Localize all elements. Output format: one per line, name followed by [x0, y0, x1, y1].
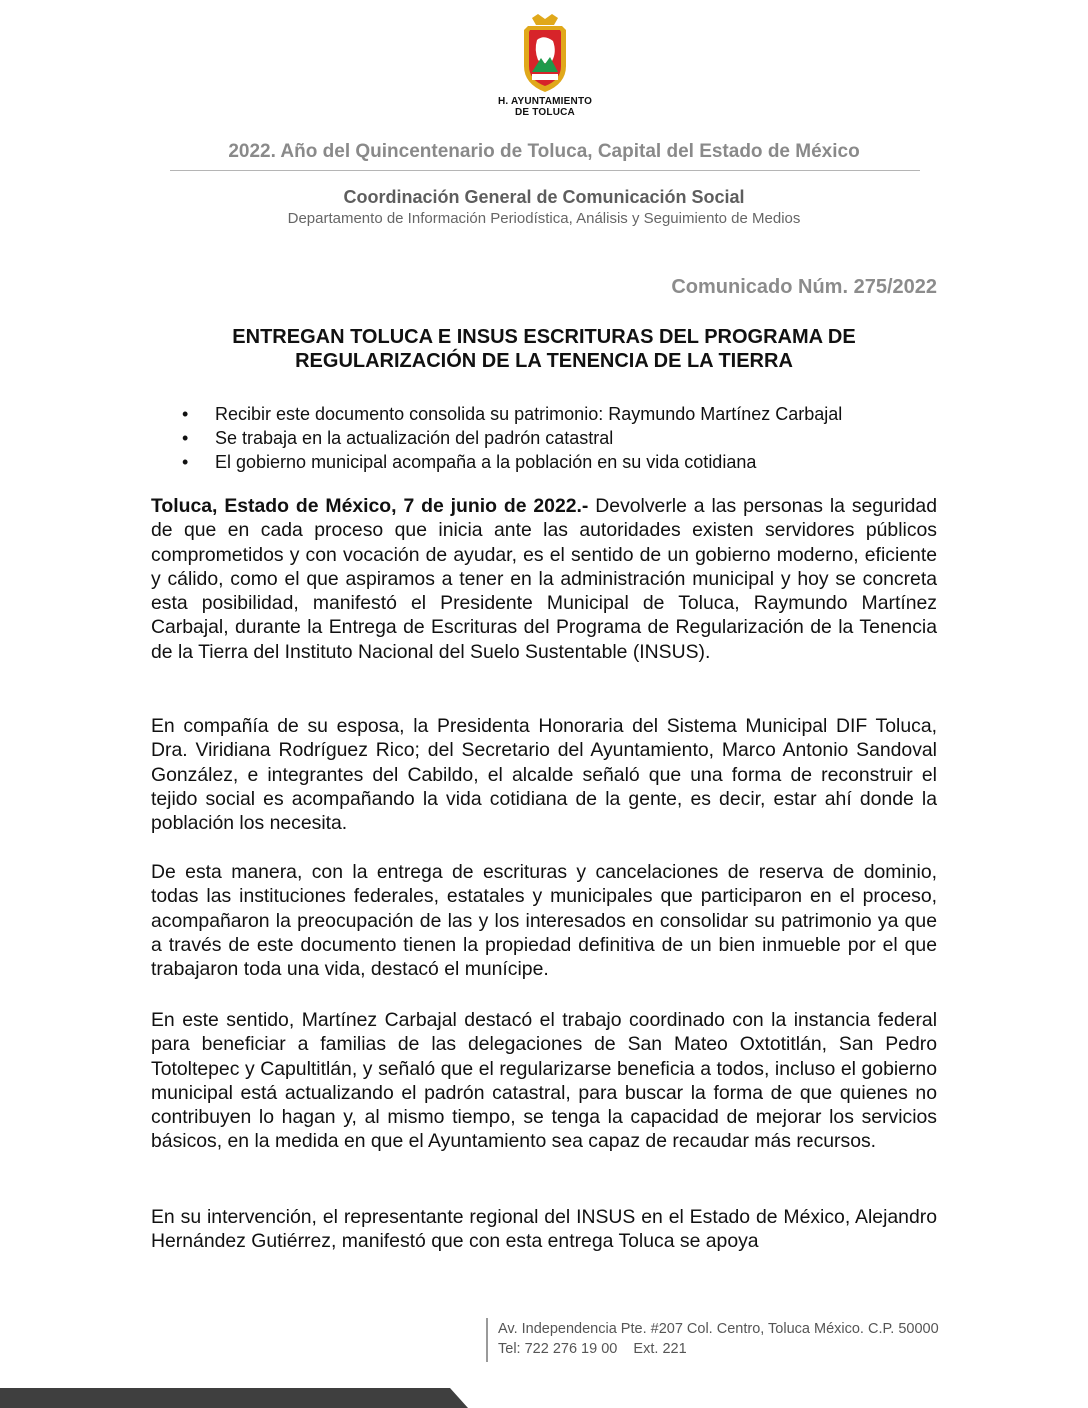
logo-title: H. AYUNTAMIENTO: [497, 96, 593, 107]
bullet-icon: •: [182, 452, 189, 472]
logo-subtitle: DE TOLUCA: [515, 107, 575, 118]
year-slogan: 2022. Año del Quincentenario de Toluca, Capital del Estado de México: [228, 141, 860, 162]
bullet-icon: •: [182, 428, 189, 448]
footer-phone: Tel: 722 276 19 00 Ext. 221: [498, 1341, 687, 1357]
list-item-text: Se trabaja en la actualización del padrón catastral: [215, 428, 614, 448]
footer-band: [0, 1388, 468, 1408]
body-paragraph: En compañía de su esposa, la Presidenta Honoraria del Sistema Municipal DIF Toluca, Dra. Viridiana Rodríguez Rico; del Secretario del Ayuntamiento, Marco Antonio Sandoval González, e integrantes del Cabildo, el alcalde señaló que una forma de reconstruir el tejido social es acompañando la vida cotidiana de la gente, es decir, estar ahí donde la población los necesita.: [151, 715, 937, 835]
subdepartment-title: Departamento de Información Periodística, Análisis y Seguimiento de Medios: [287, 210, 801, 227]
bulletin-number: Comunicado Núm. 275/2022: [671, 276, 937, 298]
headline-line: REGULARIZACIÓN DE LA TENENCIA DE LA TIERRA: [295, 350, 793, 372]
footer-divider: [486, 1318, 488, 1362]
body-paragraph: De esta manera, con la entrega de escrituras y cancelaciones de reserva de dominio, todas las instituciones federales, estatales y municipales que participaron en el proceso, acompañaron la preocupación de las y los interesados en consolidar su patrimonio ya que a través de este documento tienen la propiedad definitiva de un bien inmueble por el que trabajaron toda una vida, destacó el munícipe.: [151, 861, 937, 981]
list-item-text: Recibir este documento consolida su patrimonio: Raymundo Martínez Carbajal: [215, 404, 843, 424]
list-item: [182, 426, 942, 450]
list-item: [182, 450, 942, 474]
dateline: Toluca, Estado de México, 7 de junio de 2022.-: [151, 495, 589, 517]
body-paragraph: En este sentido, Martínez Carbajal destacó el trabajo coordinado con la instancia federal para beneficiar a familias de las delegaciones de San Mateo Oxtotitlán, San Pedro Totoltepec y Capultitlán, y señaló que el regularizarse beneficia a todos, incluso el gobierno municipal está actualizando el padrón catastral, para buscar la forma de que quienes no contribuyen lo hagan y, al mismo tiempo, se tenga la capacidad de mejorar los servicios básicos, en la medida en que el Ayuntamiento sea capaz de recaudar más recursos.: [151, 1009, 937, 1153]
body-paragraph: [151, 494, 937, 664]
list-item-text: El gobierno municipal acompaña a la población en su vida cotidiana: [215, 452, 757, 472]
headline: [150, 325, 938, 373]
department-title: Coordinación General de Comunicación Social: [343, 187, 745, 207]
bullet-icon: •: [182, 404, 189, 424]
header-divider: [170, 170, 920, 171]
list-item: [182, 402, 942, 426]
headline-line: ENTREGAN TOLUCA E INSUS ESCRITURAS DEL PROGRAMA DE: [232, 326, 856, 348]
body-paragraph: En su intervención, el representante regional del INSUS en el Estado de México, Alejandro Hernández Gutiérrez, manifestó que con esta entrega Toluca se apoya: [151, 1206, 937, 1253]
paragraph-text: Devolverle a las personas la seguridad de que en cada proceso que inicia ante las autoridades existen servidores públicos comprometidos y con vocación de ayudar, es el sentido de un gobierno moderno, eficiente y cálido, como el que aspiramos a tener en la administración municipal y hoy se concreta esta posibilidad, manifestó el Presidente Municipal de Toluca, Raymundo Martínez Carbajal, durante la Entrega de Escrituras del Programa de Regularización de la Tenencia de la Tierra del Instituto Nacional del Suelo Sustentable (INSUS).: [151, 495, 937, 663]
ayuntamiento-logo: [490, 14, 600, 120]
highlights-list: [182, 402, 942, 474]
footer-address: Av. Independencia Pte. #207 Col. Centro, Toluca México. C.P. 50000: [498, 1321, 939, 1337]
coat-of-arms-icon: [508, 14, 582, 94]
